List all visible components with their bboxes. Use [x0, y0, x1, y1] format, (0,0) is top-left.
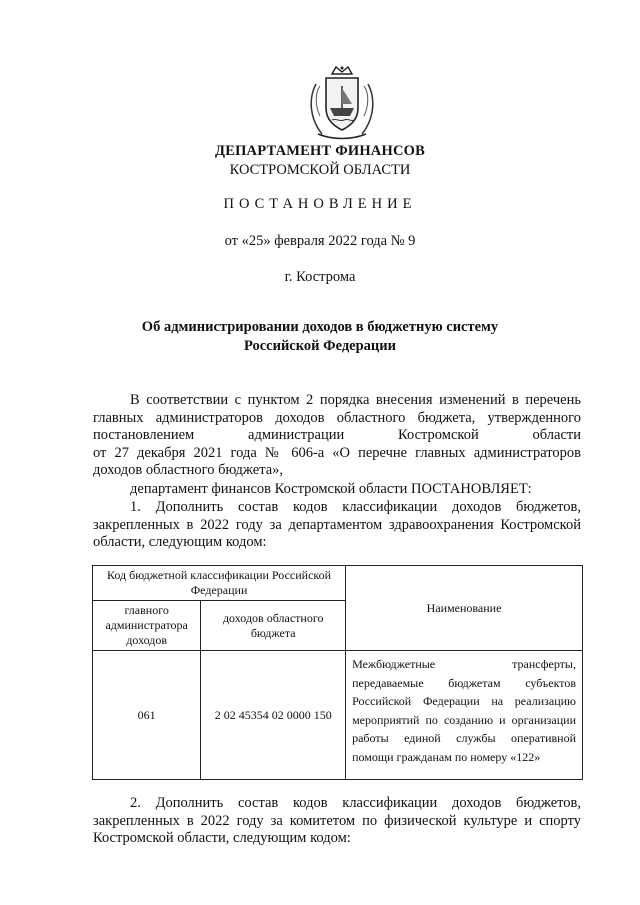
kostroma-coat-of-arms-icon: [298, 64, 386, 142]
codes-table: [92, 565, 583, 780]
header-admin-cell: главного администратора доходов: [93, 601, 201, 651]
document-subject: [0, 318, 640, 356]
text-line: постановлением администрации Костромской области: [93, 427, 581, 443]
paragraph-item-1: [93, 499, 581, 552]
header-name-cell: Наименование: [346, 566, 583, 651]
text-line: 2. Дополнить состав кодов классификации доходов бюджетов,: [130, 795, 581, 811]
text-line: В соответствии с пунктом 2 порядка внесения изменений в перечень: [130, 392, 581, 408]
text-line: от 27 декабря 2021 года № 606-а «О перечне главных администраторов: [93, 444, 581, 461]
budget-code-cell: 2 02 45354 02 0000 150: [201, 651, 346, 780]
text-line: области, следующим кодом:: [93, 534, 267, 550]
region-title: КОСТРОМСКОЙ ОБЛАСТИ: [229, 162, 411, 178]
paragraph-resolves: департамент финансов Костромской области ПОСТАНОВЛЯЕТ:: [130, 481, 532, 497]
document-date-number: от «25» февраля 2022 года № 9: [224, 233, 416, 249]
paragraph-item-2: [93, 795, 581, 848]
paragraph-basis: [93, 392, 581, 480]
income-name-cell: Межбюджетные трансферты, передаваемые бюджетам субъектов Российской Федерации на реализацию мероприятий по созданию и организации работы единой службы оперативной помощи гражданам по номеру «122»: [346, 651, 583, 780]
text-line: доходов областного бюджета»,: [93, 462, 284, 478]
text-line: Костромской области, следующим кодом:: [93, 830, 351, 846]
header-group-cell: Код бюджетной классификации Российской Федерации: [93, 566, 346, 601]
department-title: ДЕПАРТАМЕНТ ФИНАНСОВ: [215, 143, 425, 159]
table-header-row: [93, 566, 583, 601]
document-city: г. Кострома: [284, 269, 356, 285]
text-line: главных администраторов доходов областного бюджета, утвержденного: [93, 409, 581, 426]
text-line: 1. Дополнить состав кодов классификации доходов бюджетов,: [130, 499, 581, 515]
document-type: ПОСТАНОВЛЕНИЕ: [223, 196, 417, 212]
text-line: закрепленных в 2022 году за комитетом по физической культуре и спорту: [93, 812, 581, 829]
subject-line: Об администрировании доходов в бюджетную систему: [141, 319, 499, 335]
header-budget-cell: доходов областного бюджета: [201, 601, 346, 651]
admin-code-cell: 061: [93, 651, 201, 780]
table-row: [93, 651, 583, 780]
subject-line: Российской Федерации: [243, 338, 396, 354]
text-line: закрепленных в 2022 году за департаментом здравоохранения Костромской: [93, 516, 581, 533]
